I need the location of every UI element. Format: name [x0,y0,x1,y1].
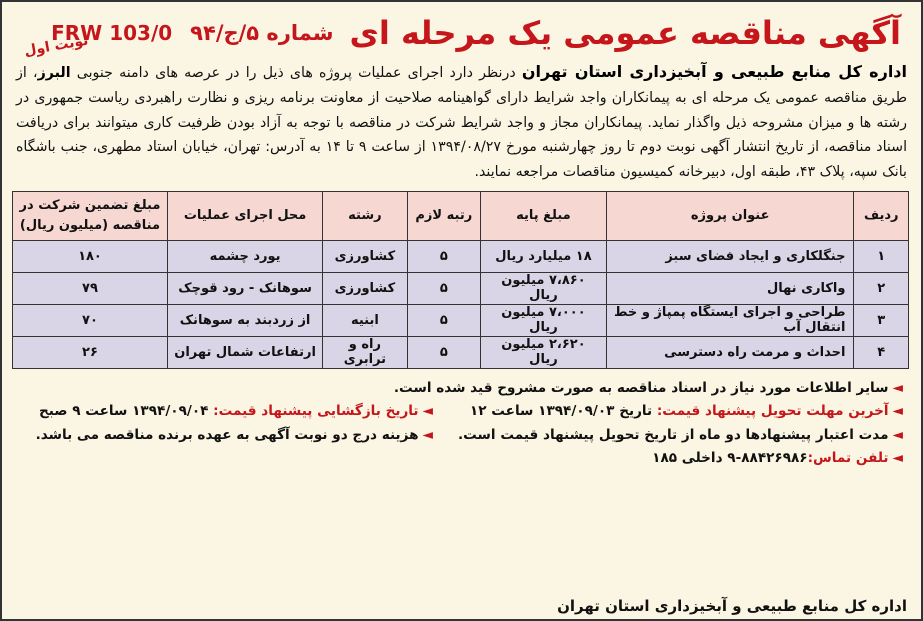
ad-number: شماره ۵/ج/۹۴ [190,21,334,45]
cell-field: راه و ترابری [323,336,407,368]
ad-title: آگهی مناقصه عمومی یک مرحله ای [349,14,901,52]
cell-place: سوهانک - رود قوچک [167,272,322,304]
cell-no: ۱ [854,240,909,272]
phone-value: ۹-۸۸۴۲۶۹۸۶ داخلی ۱۸۵ [652,450,808,467]
phone-label: تلفن تماس: [807,450,889,467]
table-row [13,336,909,368]
table-row [13,240,909,272]
cell-guarantee: ۱۸۰ [13,240,168,272]
col-header-guarantee: مبلغ تضمین شرکت در مناقصه (میلیون ریال) [13,191,168,240]
intro-paragraph [16,60,907,185]
bullet-icon: ◄ [892,379,903,396]
note-validity-row [20,424,903,448]
opening-label: تاریخ بازگشایی پیشنهاد قیمت: [213,403,419,420]
ad-code: FRW 103/0 [51,21,173,45]
cell-place: ارتفاعات شمال تهران [167,336,322,368]
notes-section [20,377,903,471]
title-row [10,8,913,58]
col-header-base: مبلغ پایه [481,191,607,240]
note-text: سایر اطلاعات مورد نیاز در اسناد مناقصه به صورت مشروح قید شده است. [393,379,889,396]
cell-rank: ۵ [407,240,480,272]
intro-text-2: ، از طریق مناقصه عمومی یک مرحله ای به پیمانکاران واجد شرایط دارای گواهینامه صلاحیت از معاونت برنامه ریزی و نظارت راهبردی ریاست جمهوری در رشته ها و میزان مشروحه ذیل واگذار نماید. پیمانکاران مجاز و واجد شرایط شرکت در مناقصه با توجه به آزاد بودن ظرفیت کاری میتوانند برای دریافت اسناد مناقصه، از تاریخ انتشار آگهی نوبت دوم تا روز چهارشنبه مورخ ۱۳۹۴/۰۸/۲۷ از ساعت ۹ تا ۱۴ به آدرس: تهران، خیابان استاد مطهری، جنب باشگاه بانک سپه، پلاک ۴۳، طبقه اول، دبیرخانه کمیسیون مناقصات مراجعه نمایند. [16,65,908,181]
table-row [13,304,909,336]
note-dates-row [20,400,903,424]
cell-guarantee: ۷۹ [13,272,168,304]
cell-rank: ۵ [407,272,480,304]
cell-rank: ۵ [407,304,480,336]
cell-field: کشاورزی [323,272,407,304]
note-cost [20,424,433,448]
region-name: البرز [37,65,71,81]
bullet-icon: ◄ [892,450,903,467]
footer-organization: اداره کل منابع طبیعی و آبخیزداری استان تهران [557,597,907,615]
col-header-place: محل اجرای عملیات [167,191,322,240]
note-opening [20,400,433,424]
note-other-info [20,377,903,401]
table-header-row [13,191,909,240]
col-header-rank: رتبه لازم [407,191,480,240]
bullet-icon: ◄ [892,403,903,420]
note-validity [433,424,903,448]
cell-no: ۲ [854,272,909,304]
cell-rank: ۵ [407,336,480,368]
cell-place: از زردبند به سوهانک [167,304,322,336]
bullet-icon: ◄ [422,403,433,420]
cell-base: ۱۸ میلیارد ریال [481,240,607,272]
organization-name: اداره کل منابع طبیعی و آبخیزداری استان تهران [521,62,907,81]
round-label: نوبت اول [23,32,90,60]
cell-base: ۲،۶۲۰ میلیون ریال [481,336,607,368]
cell-title: طراحی و اجرای ایستگاه پمپاژ و خط انتقال آب [606,304,854,336]
deadline-value: تاریخ ۱۳۹۴/۰۹/۰۳ ساعت ۱۲ [469,403,657,420]
bullet-icon: ◄ [422,426,433,443]
opening-value: ۱۳۹۴/۰۹/۰۴ ساعت ۹ صبح [38,403,214,420]
cell-guarantee: ۲۶ [13,336,168,368]
cell-title: احداث و مرمت راه دسترسی [606,336,854,368]
cost-text: هزینه درج دو نوبت آگهی به عهده برنده مناقصه می باشد. [35,426,419,443]
col-header-title: عنوان پروژه [606,191,854,240]
note-phone [20,447,903,471]
validity-text: مدت اعتبار پیشنهادها دو ماه از تاریخ تحویل پیشنهاد قیمت است. [458,426,889,443]
cell-guarantee: ۷۰ [13,304,168,336]
cell-no: ۴ [854,336,909,368]
col-header-field: رشته [323,191,407,240]
cell-base: ۷،۰۰۰ میلیون ریال [481,304,607,336]
cell-title: واکاری نهال [606,272,854,304]
intro-text-1: درنظر دارد اجرای عملیات پروژه های ذیل را در عرصه های دامنه جنوبی [70,65,522,81]
projects-table [12,191,909,369]
note-deadline [433,400,903,424]
cell-field: ابنیه [323,304,407,336]
deadline-label: آخرین مهلت تحویل پیشنهاد قیمت: [656,403,889,420]
cell-field: کشاورزی [323,240,407,272]
table-row [13,272,909,304]
bullet-icon: ◄ [892,426,903,443]
cell-base: ۷،۸۶۰ میلیون ریال [481,272,607,304]
cell-place: یورد چشمه [167,240,322,272]
cell-title: جنگلکاری و ایجاد فضای سبز [606,240,854,272]
col-header-no: ردیف [854,191,909,240]
cell-no: ۳ [854,304,909,336]
